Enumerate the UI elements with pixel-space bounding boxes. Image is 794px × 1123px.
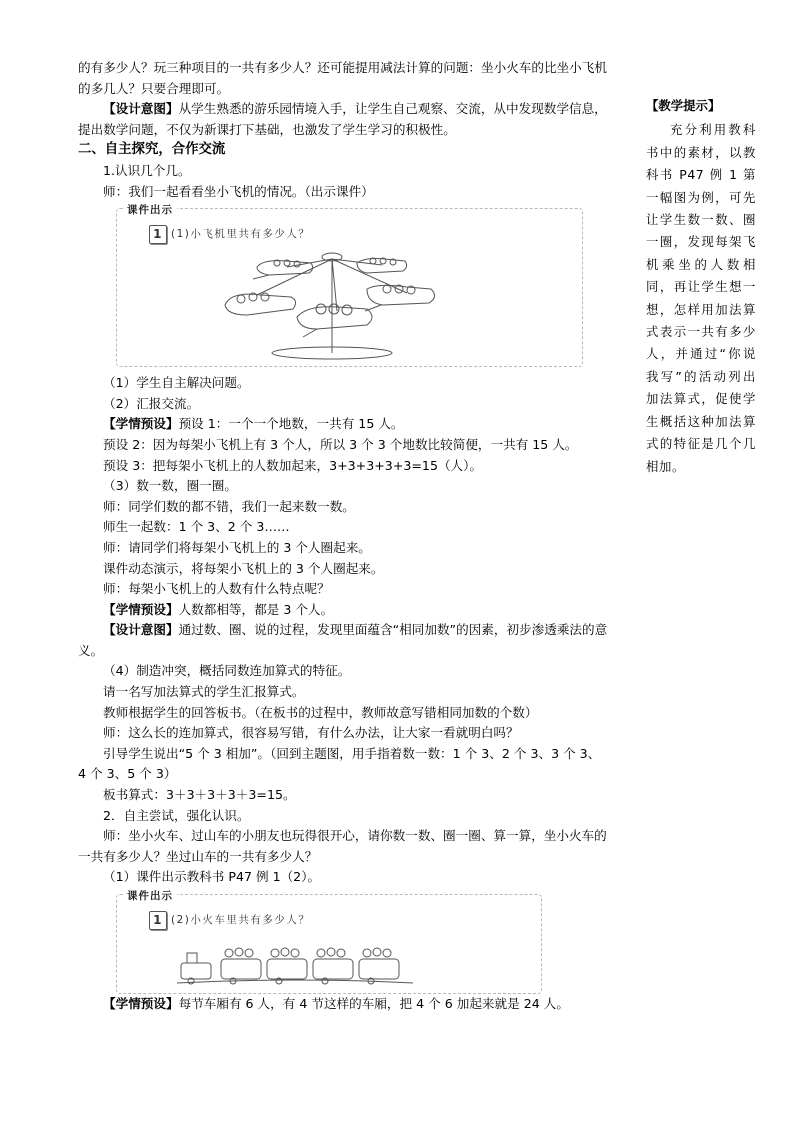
courseware-card-1 (116, 204, 583, 367)
design-intent-text-2: 通过数、圈、说的过程，发现里面蕴含“相同加数”的因素，初步渗透乘法的意义。 (78, 622, 608, 658)
preset-2: 预设 2：因为每架小飞机上有 3 个人，所以 3 个 3 个地数比较简便，一共有 15 人。 (103, 436, 578, 452)
tag-learning-preset-2: 【学情预设】 (103, 601, 179, 617)
example-header-1 (149, 224, 310, 245)
tag-learning-preset: 【学情预设】 (103, 416, 179, 432)
preset-text-2: 人数都相等，都是 3 个人。 (178, 601, 334, 617)
courseware-tag-2: 课件出示 (123, 886, 177, 907)
para-presets-2 (78, 600, 608, 621)
para-teacher-6: 师：坐小火车、过山车的小朋友也玩得很开心，请你数一数、圈一圈、算一算，坐小火车的一共有多少人？坐过山车的一共有多少人？ (78, 828, 607, 864)
sidebar-title: 【教学提示】 (646, 98, 721, 113)
step-1: （1）学生自主解决问题。 (103, 375, 250, 391)
section-heading: 二、自主探究，合作交流 (78, 142, 226, 158)
subsection-1-title: 1.认识几个几。 (103, 162, 191, 178)
para-report: 请一名写加法算式的学生汇报算式。 (103, 684, 305, 700)
para-count-together: 师生一起数：1 个 3、2 个 3…… (103, 519, 290, 535)
courseware-tag: 课件出示 (123, 200, 177, 221)
para-design-intent-1 (78, 99, 608, 140)
para-board-formula: 板书算式：3＋3＋3＋3＋3=15。 (103, 787, 296, 803)
courseware-card-2 (116, 890, 542, 994)
preset-1-text: 预设 1：一个一个地数，一共有 15 人。 (178, 416, 404, 432)
design-intent-text: 从学生熟悉的游乐园情境入手，让学生自己观察、交流，从中发现数学信息，提出数学问题，不仅为新课打下基础，也激发了学生学习的积极性。 (78, 101, 607, 137)
tag-design-intent: 【设计意图】 (103, 101, 179, 117)
main-column (78, 58, 608, 1015)
airplane-carousel-illustration (217, 245, 447, 361)
para-questions: 的有多少人？玩三种项目的一共有多少人？还可能提用减法计算的问题：坐小火车的比坐小飞机的多几人？只要合理即可。 (78, 60, 607, 96)
tag-design-intent-2: 【设计意图】 (103, 622, 179, 638)
para-design-intent-2 (78, 620, 608, 661)
train-illustration (177, 937, 417, 987)
step-3: （3）数一数，圈一圈。 (103, 478, 237, 494)
example-header-2 (149, 910, 310, 931)
sidebar-body: 充分利用教科书中的素材，以教科书 P47 例 1 第一幅图为例，可先让学生数一数、圈一圈，发现每架飞机乘坐的人数相同，再让学生想一想，怎样用加法算式表示一共有多少人，并通过“你说我写”的活动列出加法算式，促使学生概括这种加法算式的特征是几个几相加。 (646, 122, 756, 474)
step-4: （4）制造冲突，概括同数连加算式的特征。 (103, 663, 351, 679)
para-teacher-3: 师：请同学们将每架小飞机上的 3 个人圈起来。 (103, 539, 371, 555)
example-number-badge-2: 1 (149, 911, 167, 930)
para-teacher-1: 师：我们一起看看坐小飞机的情况。（出示课件） (103, 183, 374, 199)
para-animation: 课件动态演示，将每架小飞机上的 3 个人圈起来。 (103, 560, 384, 576)
para-presets-1 (78, 414, 608, 435)
example-number-badge: 1 (149, 225, 167, 244)
para-teacher-4: 师：每架小飞机上的人数有什么特点呢？ (103, 581, 330, 597)
example-question-1: (1)小飞机里共有多少人？ (171, 228, 311, 241)
teaching-tips-sidebar (646, 95, 756, 478)
para-presets-3 (78, 994, 608, 1015)
example-question-2: (2)小火车里共有多少人？ (171, 914, 311, 926)
tag-learning-preset-3: 【学情预设】 (103, 996, 179, 1011)
step-5: （1）课件出示教科书 P47 例 1（2）。 (103, 869, 321, 885)
para-board: 教师根据学生的回答板书。（在板书的过程中，教师故意写错相同加数的个数） (103, 704, 538, 720)
preset-3: 预设 3：把每架小飞机上的人数加起来，3+3+3+3+3=15（人）。 (103, 457, 483, 473)
subsection-2-title: 2．自主尝试，强化认识。 (103, 807, 250, 823)
para-guide: 引导学生说出“5 个 3 相加”。（回到主题图，用手指着数一数：1 个 3、2 个 3、3 个 3、4 个 3、5 个 3） (78, 745, 601, 782)
preset-text-3: 每节车厢有 6 人，有 4 节这样的车厢，把 4 个 6 加起来就是 24 人。 (178, 996, 569, 1011)
para-teacher-5: 师：这么长的连加算式，很容易写错，有什么办法，让大家一看就明白吗？ (103, 725, 519, 741)
step-2: （2）汇报交流。 (103, 395, 200, 411)
para-teacher-2: 师：同学们数的都不错，我们一起来数一数。 (103, 498, 355, 514)
